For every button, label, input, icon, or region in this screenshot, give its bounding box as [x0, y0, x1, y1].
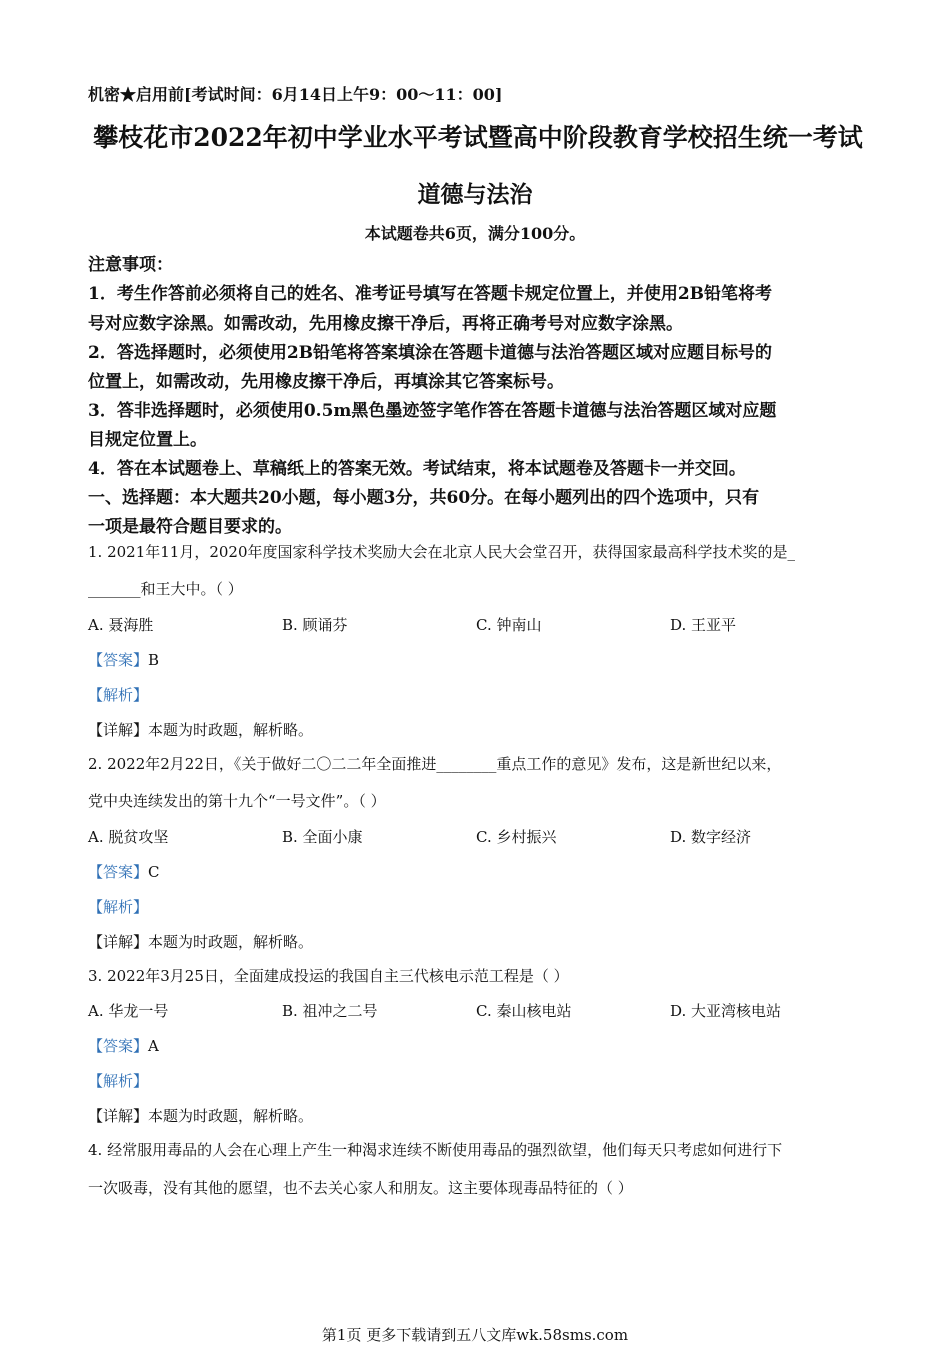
- question-2-answer: [88, 861, 160, 882]
- question-1-detail: 【详解】本题为时政题，解析略。: [88, 721, 314, 739]
- question-1-analysis-tag: 【解析】: [88, 686, 149, 704]
- confidential-line: 机密★启用前[考试时间：6月14日上午9：00～11：00]: [88, 85, 503, 104]
- question-1-option-a: A. 聂海胜: [88, 616, 154, 634]
- question-4-stem-line-2: 一次吸毒，没有其他的愿望，也不去关心家人和朋友。这主要体现毒品特征的（ ）: [88, 1179, 633, 1197]
- question-1-option-d: D. 王亚平: [670, 616, 737, 634]
- question-3-option-d: D. 大亚湾核电站: [670, 1002, 782, 1020]
- question-3-option-a: A. 华龙一号: [88, 1002, 169, 1020]
- answer-value: A: [148, 1037, 159, 1055]
- question-2-option-a: A. 脱贫攻坚: [88, 828, 169, 846]
- question-1-stem-line-2: _______和王大中。（ ）: [88, 580, 243, 598]
- question-2-option-c: C. 乡村振兴: [476, 828, 557, 846]
- question-2-option-b: B. 全面小康: [282, 828, 363, 846]
- answer-value: B: [148, 651, 160, 669]
- paper-info: 本试题卷共6页，满分100分。: [364, 224, 586, 243]
- answer-tag: 【答案】: [88, 863, 149, 881]
- question-3-option-c: C. 秦山核电站: [476, 1002, 572, 1020]
- section-heading-line-2: 一项是最符合题目要求的。: [88, 517, 292, 537]
- note-4: 4．答在本试题卷上、草稿纸上的答案无效。考试结束，将本试题卷及答题卡一并交回。: [88, 459, 746, 479]
- answer-tag: 【答案】: [88, 1037, 149, 1055]
- question-4-stem-line-1: 4. 经常服用毒品的人会在心理上产生一种渴求连续不断使用毒品的强烈欲望，他们每天只考虑如何进行下: [88, 1141, 783, 1159]
- question-1-stem-line-1: 1. 2021年11月，2020年度国家科学技术奖励大会在北京人民大会堂召开，获得国家最高科学技术奖的是_: [88, 543, 796, 561]
- question-1-option-c: C. 钟南山: [476, 616, 542, 634]
- question-3-answer: [88, 1035, 159, 1056]
- note-3-line-2: 目规定位置上。: [88, 430, 207, 450]
- note-3-line-1: 3．答非选择题时，必须使用0.5m黑色墨迹签字笔作答在答题卡道德与法治答题区域对应题: [88, 401, 777, 421]
- answer-value: C: [148, 863, 160, 881]
- notes-heading: 注意事项：: [88, 255, 173, 275]
- section-heading-line-1: 一、选择题：本大题共20小题，每小题3分，共60分。在每小题列出的四个选项中，只有: [88, 488, 760, 508]
- answer-tag: 【答案】: [88, 651, 149, 669]
- question-2-option-d: D. 数字经济: [670, 828, 752, 846]
- question-3-stem: 3. 2022年3月25日，全面建成投运的我国自主三代核电示范工程是（ ）: [88, 967, 569, 985]
- note-2-line-2: 位置上，如需改动，先用橡皮擦干净后，再填涂其它答案标号。: [88, 372, 564, 392]
- question-3-detail: 【详解】本题为时政题，解析略。: [88, 1107, 314, 1125]
- question-1-option-b: B. 顾诵芬: [282, 616, 348, 634]
- question-2-stem-line-2: 党中央连续发出的第十九个“一号文件”。（ ）: [88, 792, 386, 810]
- page-footer: 第1页 更多下载请到五八文库wk.58sms.com: [321, 1326, 629, 1344]
- note-1-line-1: 1．考生作答前必须将自己的姓名、准考证号填写在答题卡规定位置上，并使用2B铅笔将考: [88, 284, 773, 304]
- question-2-detail: 【详解】本题为时政题，解析略。: [88, 933, 314, 951]
- question-3-analysis-tag: 【解析】: [88, 1072, 149, 1090]
- question-3-option-b: B. 祖冲之二号: [282, 1002, 378, 1020]
- note-1-line-2: 号对应数字涂黑。如需改动，先用橡皮擦干净后，再将正确考号对应数字涂黑。: [88, 314, 683, 334]
- question-2-analysis-tag: 【解析】: [88, 898, 149, 916]
- note-2-line-1: 2．答选择题时，必须使用2B铅笔将答案填涂在答题卡道德与法治答题区域对应题目标号的: [88, 343, 773, 363]
- question-2-stem-line-1: 2. 2022年2月22日，《关于做好二〇二二年全面推进________重点工作的意见》发布，这是新世纪以来，: [88, 755, 782, 773]
- subject-title: 道德与法治: [417, 181, 533, 208]
- question-1-answer: [88, 649, 159, 670]
- exam-title: 攀枝花市2022年初中学业水平考试暨高中阶段教育学校招生统一考试: [93, 123, 863, 152]
